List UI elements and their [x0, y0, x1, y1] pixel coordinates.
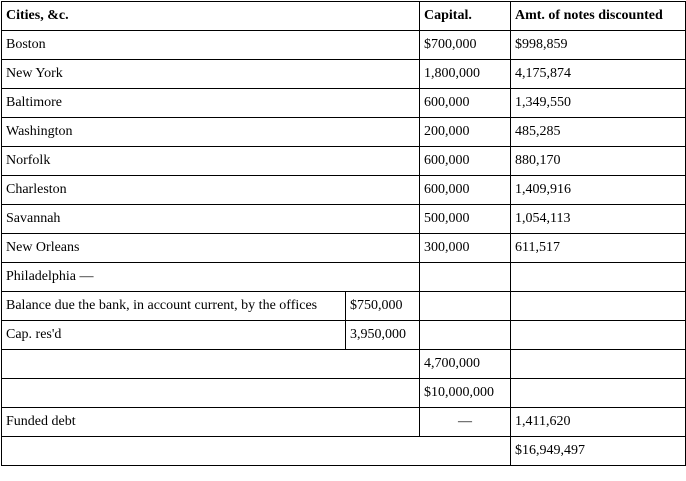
notes-cell: 1,409,916 — [511, 176, 686, 205]
funded-debt-row — [2, 408, 686, 437]
capital-cell: 1,800,000 — [420, 60, 511, 89]
notes-cell: 485,285 — [511, 118, 686, 147]
empty-cell — [2, 437, 511, 466]
header-capital: Capital. — [420, 2, 511, 31]
city-cell: Washington — [2, 118, 420, 147]
empty-cell — [2, 379, 420, 408]
grand-total-value: $16,949,497 — [511, 437, 686, 466]
cap-label: Cap. res'd — [2, 321, 346, 350]
notes-cell: 4,175,874 — [511, 60, 686, 89]
capital-cell: 500,000 — [420, 205, 511, 234]
notes-cell: 880,170 — [511, 147, 686, 176]
empty-cell — [420, 321, 511, 350]
header-cities: Cities, &c. — [2, 2, 420, 31]
philadelphia-label: Philadelphia — — [2, 263, 420, 292]
balance-value: $750,000 — [346, 292, 420, 321]
city-cell: Savannah — [2, 205, 420, 234]
city-cell: New York — [2, 60, 420, 89]
cap-value: 3,950,000 — [346, 321, 420, 350]
table-row — [2, 234, 686, 263]
notes-cell: 1,349,550 — [511, 89, 686, 118]
balance-row — [2, 292, 686, 321]
table-row — [2, 31, 686, 60]
empty-cell — [511, 292, 686, 321]
table-row — [2, 89, 686, 118]
city-cell: Baltimore — [2, 89, 420, 118]
funded-debt-capital: — — [420, 408, 511, 437]
subtotal-row — [2, 350, 686, 379]
table-row — [2, 205, 686, 234]
city-cell: Boston — [2, 31, 420, 60]
table-row — [2, 118, 686, 147]
total-capital-value: $10,000,000 — [420, 379, 511, 408]
funded-debt-label: Funded debt — [2, 408, 420, 437]
capital-cell: 600,000 — [420, 176, 511, 205]
funded-debt-notes: 1,411,620 — [511, 408, 686, 437]
table-row — [2, 147, 686, 176]
city-cell: Norfolk — [2, 147, 420, 176]
empty-cell — [420, 263, 511, 292]
header-notes: Amt. of notes discounted — [511, 2, 686, 31]
table-row — [2, 176, 686, 205]
capital-cell: $700,000 — [420, 31, 511, 60]
table-row — [2, 60, 686, 89]
header-row — [2, 2, 686, 31]
bank-statement-table — [1, 1, 686, 466]
grand-total-row — [2, 437, 686, 466]
capital-cell: 600,000 — [420, 147, 511, 176]
philadelphia-row — [2, 263, 686, 292]
empty-cell — [420, 292, 511, 321]
empty-cell — [511, 350, 686, 379]
notes-cell: $998,859 — [511, 31, 686, 60]
empty-cell — [511, 263, 686, 292]
city-cell: Charleston — [2, 176, 420, 205]
empty-cell — [511, 321, 686, 350]
empty-cell — [2, 350, 420, 379]
notes-cell: 1,054,113 — [511, 205, 686, 234]
capital-cell: 200,000 — [420, 118, 511, 147]
capital-cell: 600,000 — [420, 89, 511, 118]
subtotal-value: 4,700,000 — [420, 350, 511, 379]
empty-cell — [511, 379, 686, 408]
cap-row — [2, 321, 686, 350]
total-capital-row — [2, 379, 686, 408]
capital-cell: 300,000 — [420, 234, 511, 263]
notes-cell: 611,517 — [511, 234, 686, 263]
balance-label: Balance due the bank, in account current, by the offices — [2, 292, 346, 321]
city-cell: New Orleans — [2, 234, 420, 263]
